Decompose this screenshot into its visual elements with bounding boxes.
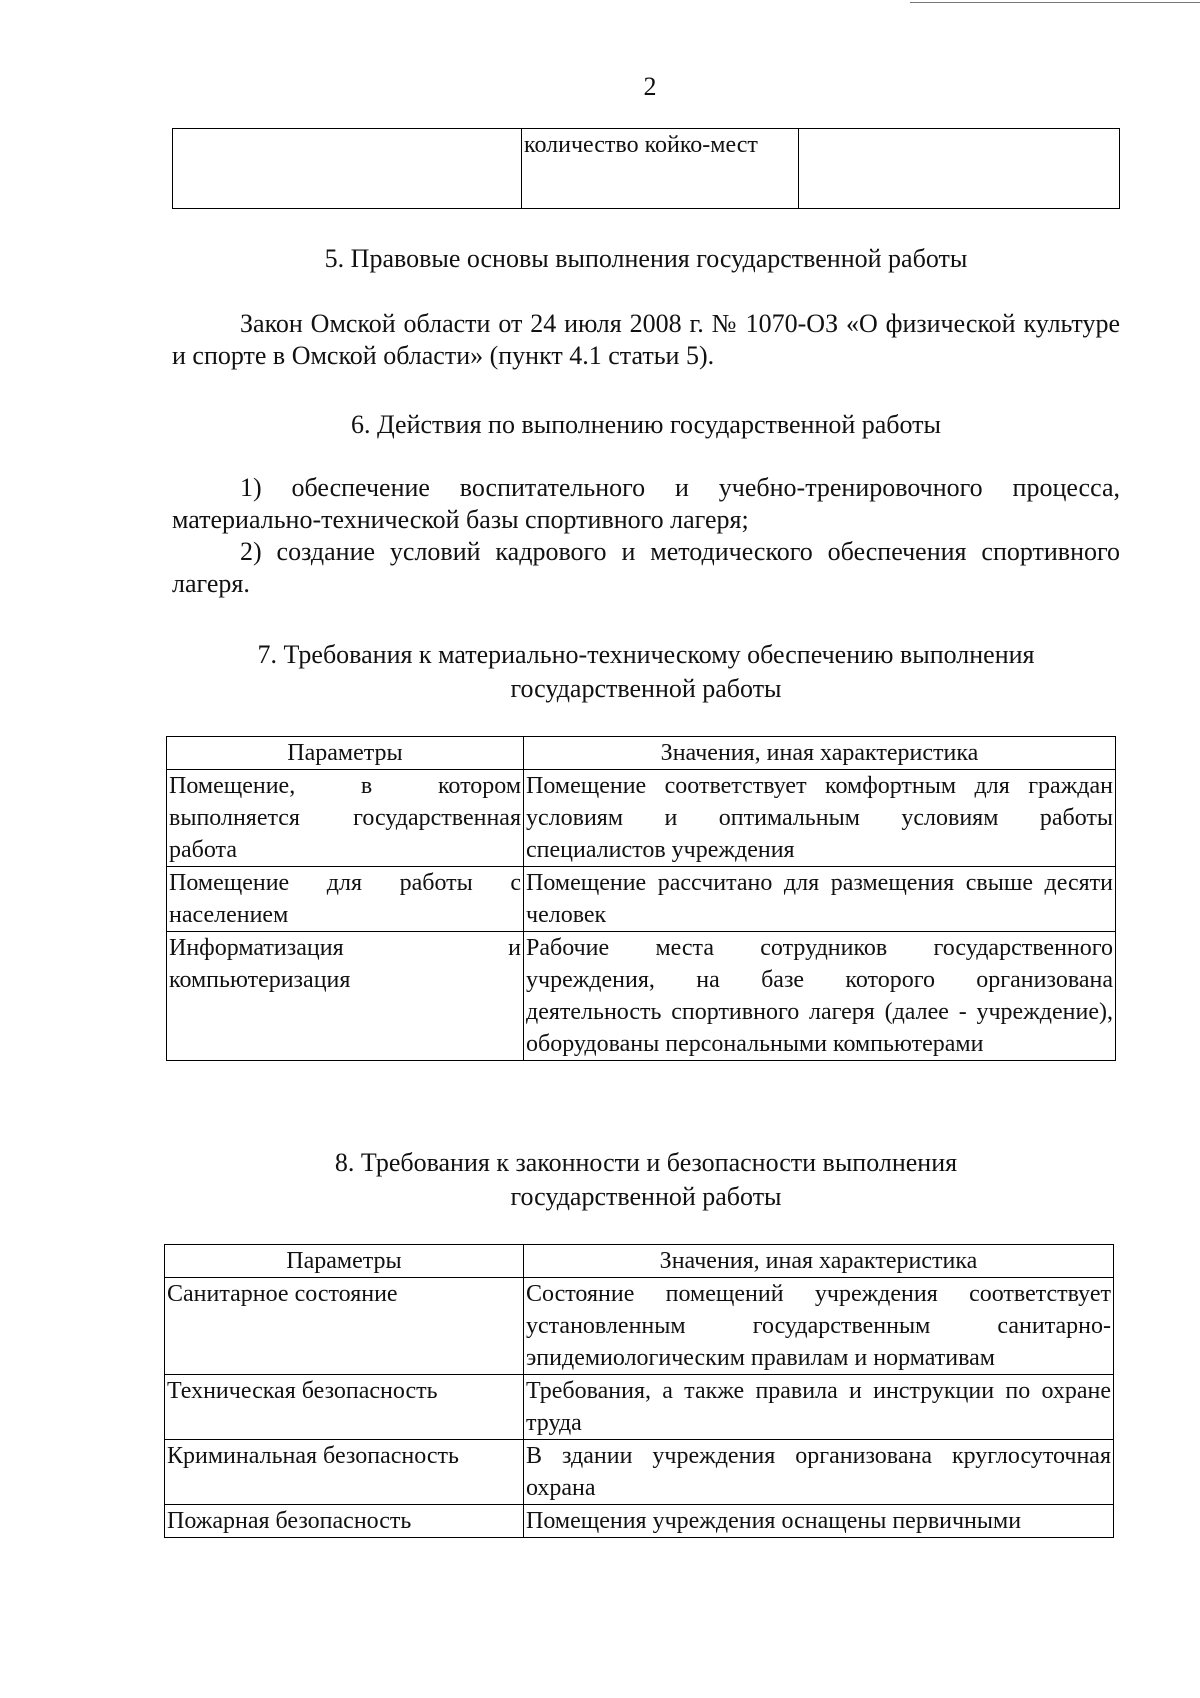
value-cell: Помещение рассчитано для размещения свыше десяти человек <box>524 867 1116 932</box>
value-cell: Требования, а также правила и инструкции по охране труда <box>524 1375 1114 1440</box>
section6-item-1: 1) обеспечение воспитательного и учебно-тренировочного процесса, материально-технической базы спортивного лагеря; <box>172 473 1120 534</box>
section7-heading-line2: государственной работы <box>510 674 782 703</box>
table-cell-empty <box>173 129 522 209</box>
table-row <box>173 129 1120 209</box>
param-cell: Пожарная безопасность <box>165 1505 524 1538</box>
table-row <box>167 867 1116 932</box>
top-table <box>172 128 1120 209</box>
param-cell: Помещение для работы с населением <box>167 867 524 932</box>
column-header-values: Значения, иная характеристика <box>524 737 1116 770</box>
column-header-params: Параметры <box>165 1245 524 1278</box>
value-cell: В здании учреждения организована круглосуточная охрана <box>524 1440 1114 1505</box>
section6-item-2: 2) создание условий кадрового и методического обеспечения спортивного лагеря. <box>172 537 1120 598</box>
legality-safety-table <box>164 1244 1114 1538</box>
column-header-params: Параметры <box>167 737 524 770</box>
table-row <box>167 932 1116 1061</box>
param-cell: Помещение, в котором выполняется государственная работа <box>167 770 524 867</box>
value-cell: Состояние помещений учреждения соответствует установленным государственным санитарно-эпидемиологическим правилам и нормативам <box>524 1278 1114 1375</box>
param-cell: Санитарное состояние <box>165 1278 524 1375</box>
value-cell: Помещения учреждения оснащены первичными <box>524 1505 1114 1538</box>
table-header-row <box>165 1245 1114 1278</box>
scan-edge-line <box>910 2 1200 3</box>
table-cell: количество койко-мест <box>522 129 799 209</box>
material-requirements-table <box>166 736 1116 1061</box>
table-row <box>165 1375 1114 1440</box>
value-cell: Рабочие места сотрудников государственного учреждения, на базе которого организована деятельность спортивного лагеря (далее - учреждение), оборудованы персональными компьютерами <box>524 932 1116 1061</box>
table-row <box>165 1278 1114 1375</box>
column-header-values: Значения, иная характеристика <box>524 1245 1114 1278</box>
table-header-row <box>167 737 1116 770</box>
table-row <box>167 770 1116 867</box>
section6-heading: 6. Действия по выполнению государственной работы <box>350 410 942 439</box>
page-number: 2 <box>643 72 657 101</box>
param-cell: Криминальная безопасность <box>165 1440 524 1505</box>
param-cell: Информатизация и компьютеризация <box>167 932 524 1061</box>
table-row <box>165 1440 1114 1505</box>
section5-text: Закон Омской области от 24 июля 2008 г. № 1070-ОЗ «О физической культуре и спорте в Омской области» (пункт 4.1 статьи 5). <box>172 309 1120 370</box>
section5-heading: 5. Правовые основы выполнения государственной работы <box>324 244 968 273</box>
table-row <box>165 1505 1114 1538</box>
param-cell: Техническая безопасность <box>165 1375 524 1440</box>
section8-heading-line1: 8. Требования к законности и безопасности выполнения <box>334 1148 958 1177</box>
section7-heading-line1: 7. Требования к материально-техническому обеспечению выполнения <box>257 640 1035 669</box>
section8-heading-line2: государственной работы <box>510 1182 782 1211</box>
table-cell-empty <box>799 129 1120 209</box>
value-cell: Помещение соответствует комфортным для граждан условиям и оптимальным условиям работы специалистов учреждения <box>524 770 1116 867</box>
